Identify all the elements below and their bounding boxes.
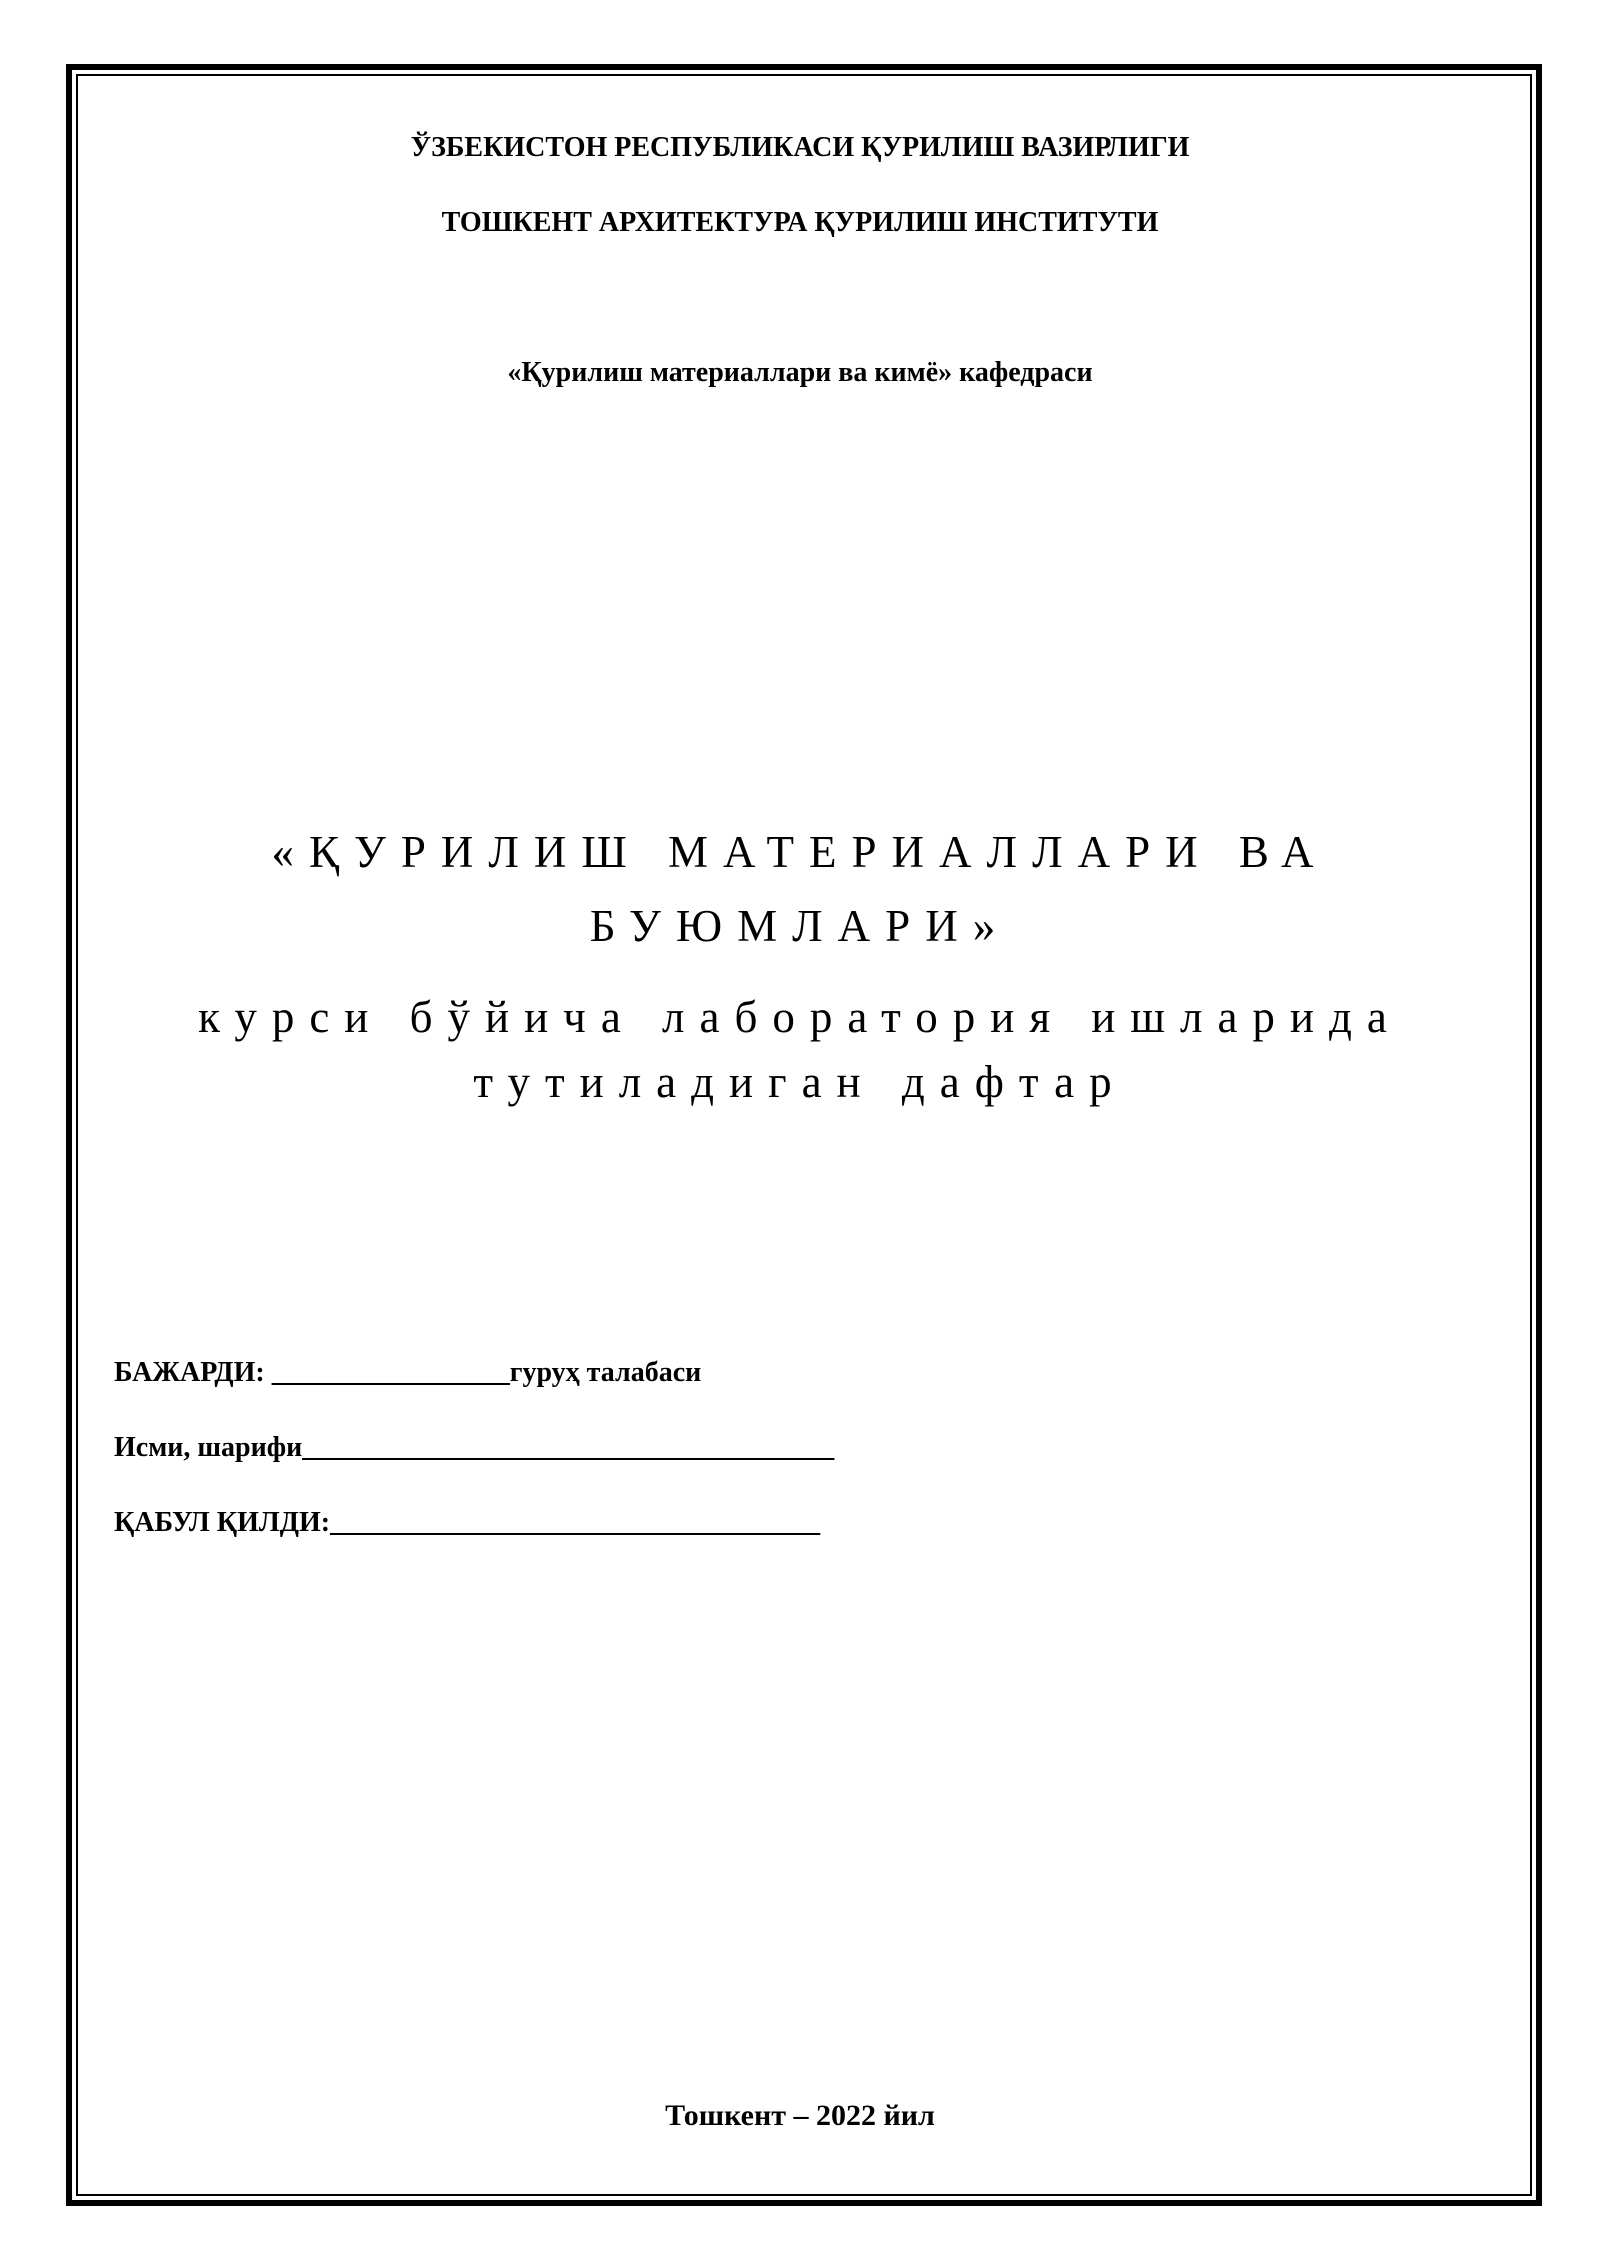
institute-heading: ТОШКЕНТ АРХИТЕКТУРА ҚУРИЛИШ ИНСТИТУТИ <box>441 207 1159 238</box>
course-subtitle-line-1: курси бўйича лаборатория ишларида <box>198 992 1402 1042</box>
course-title <box>200 815 1400 963</box>
ministry-heading: ЎЗБЕКИСТОН РЕСПУБЛИКАСИ ҚУРИЛИШ ВАЗИРЛИГИ <box>410 132 1190 163</box>
accepted-by-field <box>114 1505 820 1541</box>
course-title-line-2: БУЮМЛАРИ» <box>589 901 1011 951</box>
course-subtitle-line-2: тутиладиган дафтар <box>473 1057 1127 1107</box>
department-heading: «Қурилиш материаллари ва кимё» кафедраси <box>507 357 1093 388</box>
student-name-label: Исми, шарифи <box>114 1432 303 1463</box>
performed-by-label: БАЖАРДИ: <box>114 1357 265 1388</box>
accepted-by-blank: ___________________________________ <box>330 1507 821 1538</box>
student-name-field <box>114 1430 834 1466</box>
performed-by-blank: _________________ <box>271 1357 510 1388</box>
course-title-line-1: «ҚУРИЛИШ МАТЕРИАЛЛАРИ ВА <box>271 827 1329 877</box>
student-name-blank: ______________________________________ <box>302 1432 835 1463</box>
group-student-suffix: гуруҳ талабаси <box>509 1357 702 1388</box>
course-subtitle <box>150 985 1450 1115</box>
page-border-inner <box>76 74 1532 2196</box>
performed-by-field <box>114 1355 701 1391</box>
accepted-by-label: ҚАБУЛ ҚИЛДИ: <box>114 1507 331 1538</box>
city-year-footer: Тошкент – 2022 йил <box>665 2099 935 2132</box>
